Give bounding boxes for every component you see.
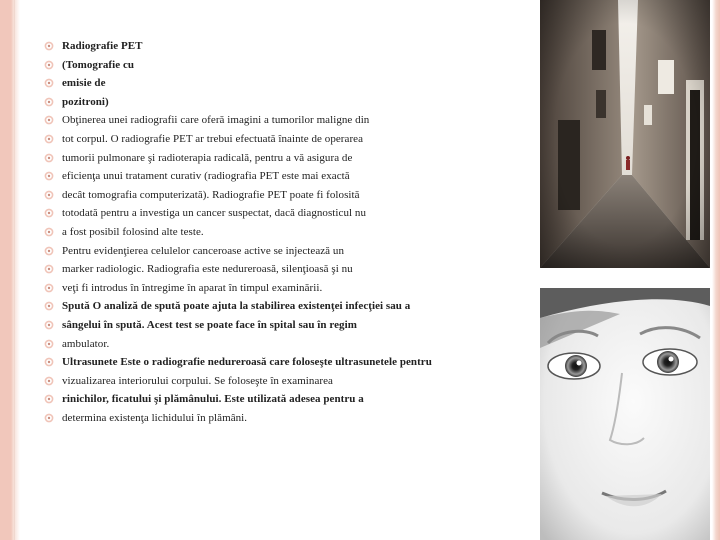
- list-item: [44, 152, 514, 165]
- hollow-circle-bullet-icon: [44, 357, 54, 367]
- hollow-circle-bullet-icon: [44, 208, 54, 218]
- photo-watermark: [696, 528, 702, 533]
- list-item: [44, 319, 514, 332]
- list-item-text: Spută O analiză de spută poate ajuta la stabilirea existenţei infecţiei sau a: [62, 300, 411, 313]
- list-item: [44, 375, 514, 388]
- list-item: [44, 356, 514, 369]
- list-item-text: a fost posibil folosind alte teste.: [62, 225, 204, 238]
- list-item-text: ambulator.: [62, 337, 110, 350]
- list-item-text: (Tomografie cu: [62, 58, 135, 71]
- hollow-circle-bullet-icon: [44, 171, 54, 181]
- child-face-photo-art: [540, 288, 710, 540]
- list-item: [44, 226, 514, 239]
- list-item-text: Obţinerea unei radiografii care oferă imagini a tumorilor maligne din: [62, 114, 370, 127]
- list-item-text: totodată pentru a investiga un cancer suspectat, dacă diagnosticul nu: [62, 207, 367, 220]
- hollow-circle-bullet-icon: [44, 339, 54, 349]
- list-item: [44, 300, 514, 313]
- list-item-text: Ultrasunete Este o radiografie nedureroasă care foloseşte ultrasunetele pentru: [62, 356, 432, 369]
- bullet-list: [44, 40, 514, 430]
- hollow-circle-bullet-icon: [44, 41, 54, 51]
- list-item-text: tot corpul. O radiografie PET ar trebui efectuată înainte de operarea: [62, 132, 364, 145]
- list-item-text: rinichilor, ficatului şi plămânului. Este utilizată adesea pentru a: [62, 393, 364, 406]
- hollow-circle-bullet-icon: [44, 264, 54, 274]
- list-item-text: tumorii pulmonare şi radioterapia radicală, pentru a vă asigura de: [62, 151, 353, 164]
- hollow-circle-bullet-icon: [44, 78, 54, 88]
- hollow-circle-bullet-icon: [44, 153, 54, 163]
- list-item-text: pozitroni): [62, 95, 109, 108]
- hollow-circle-bullet-icon: [44, 60, 54, 70]
- list-item-text: eficienţa unui tratament curativ (radiografia PET este mai exactă: [62, 170, 350, 183]
- list-item-text: veţi fi introdus în întregime în aparat în timpul examinării.: [62, 281, 323, 294]
- list-item: [44, 282, 514, 295]
- hollow-circle-bullet-icon: [44, 320, 54, 330]
- left-decorative-border: [0, 0, 20, 540]
- list-item: [44, 338, 514, 351]
- list-item-text: determina existenţa lichidului în plămâni.: [62, 411, 248, 424]
- hollow-circle-bullet-icon: [44, 115, 54, 125]
- list-item: [44, 59, 514, 72]
- street-photo-art: [540, 0, 710, 268]
- hollow-circle-bullet-icon: [44, 190, 54, 200]
- list-item: [44, 189, 514, 202]
- hollow-circle-bullet-icon: [44, 246, 54, 256]
- list-item-text: decât tomografia computerizată). Radiografie PET poate fi folosită: [62, 188, 360, 201]
- hollow-circle-bullet-icon: [44, 97, 54, 107]
- hollow-circle-bullet-icon: [44, 376, 54, 386]
- hollow-circle-bullet-icon: [44, 134, 54, 144]
- border-rule: [14, 0, 15, 540]
- list-item-text: emisie de: [62, 77, 106, 90]
- hollow-circle-bullet-icon: [44, 394, 54, 404]
- list-item: [44, 96, 514, 109]
- list-item: [44, 170, 514, 183]
- child-face-photo: [540, 288, 710, 540]
- list-item: [44, 77, 514, 90]
- list-item-text: Pentru evidenţierea celulelor canceroase active se injectează un: [62, 244, 345, 257]
- hollow-circle-bullet-icon: [44, 413, 54, 423]
- list-item-text: sângelui în spută. Acest test se poate face în spital sau în regim: [62, 318, 357, 331]
- list-item: [44, 393, 514, 406]
- right-decorative-border: [712, 0, 720, 540]
- list-item-text: marker radiologic. Radiografia este nedureroasă, silenţioasă şi nu: [62, 263, 353, 276]
- list-item: [44, 114, 514, 127]
- list-item-text: Radiografie PET: [62, 40, 143, 52]
- list-item: [44, 412, 514, 425]
- hollow-circle-bullet-icon: [44, 283, 54, 293]
- list-item: [44, 133, 514, 146]
- hollow-circle-bullet-icon: [44, 227, 54, 237]
- list-item: [44, 263, 514, 276]
- hollow-circle-bullet-icon: [44, 301, 54, 311]
- list-item-text: vizualizarea interiorului corpului. Se foloseşte în examinarea: [62, 374, 333, 387]
- street-photo: [540, 0, 710, 268]
- list-item: [44, 40, 514, 53]
- list-item: [44, 207, 514, 220]
- list-item: [44, 245, 514, 258]
